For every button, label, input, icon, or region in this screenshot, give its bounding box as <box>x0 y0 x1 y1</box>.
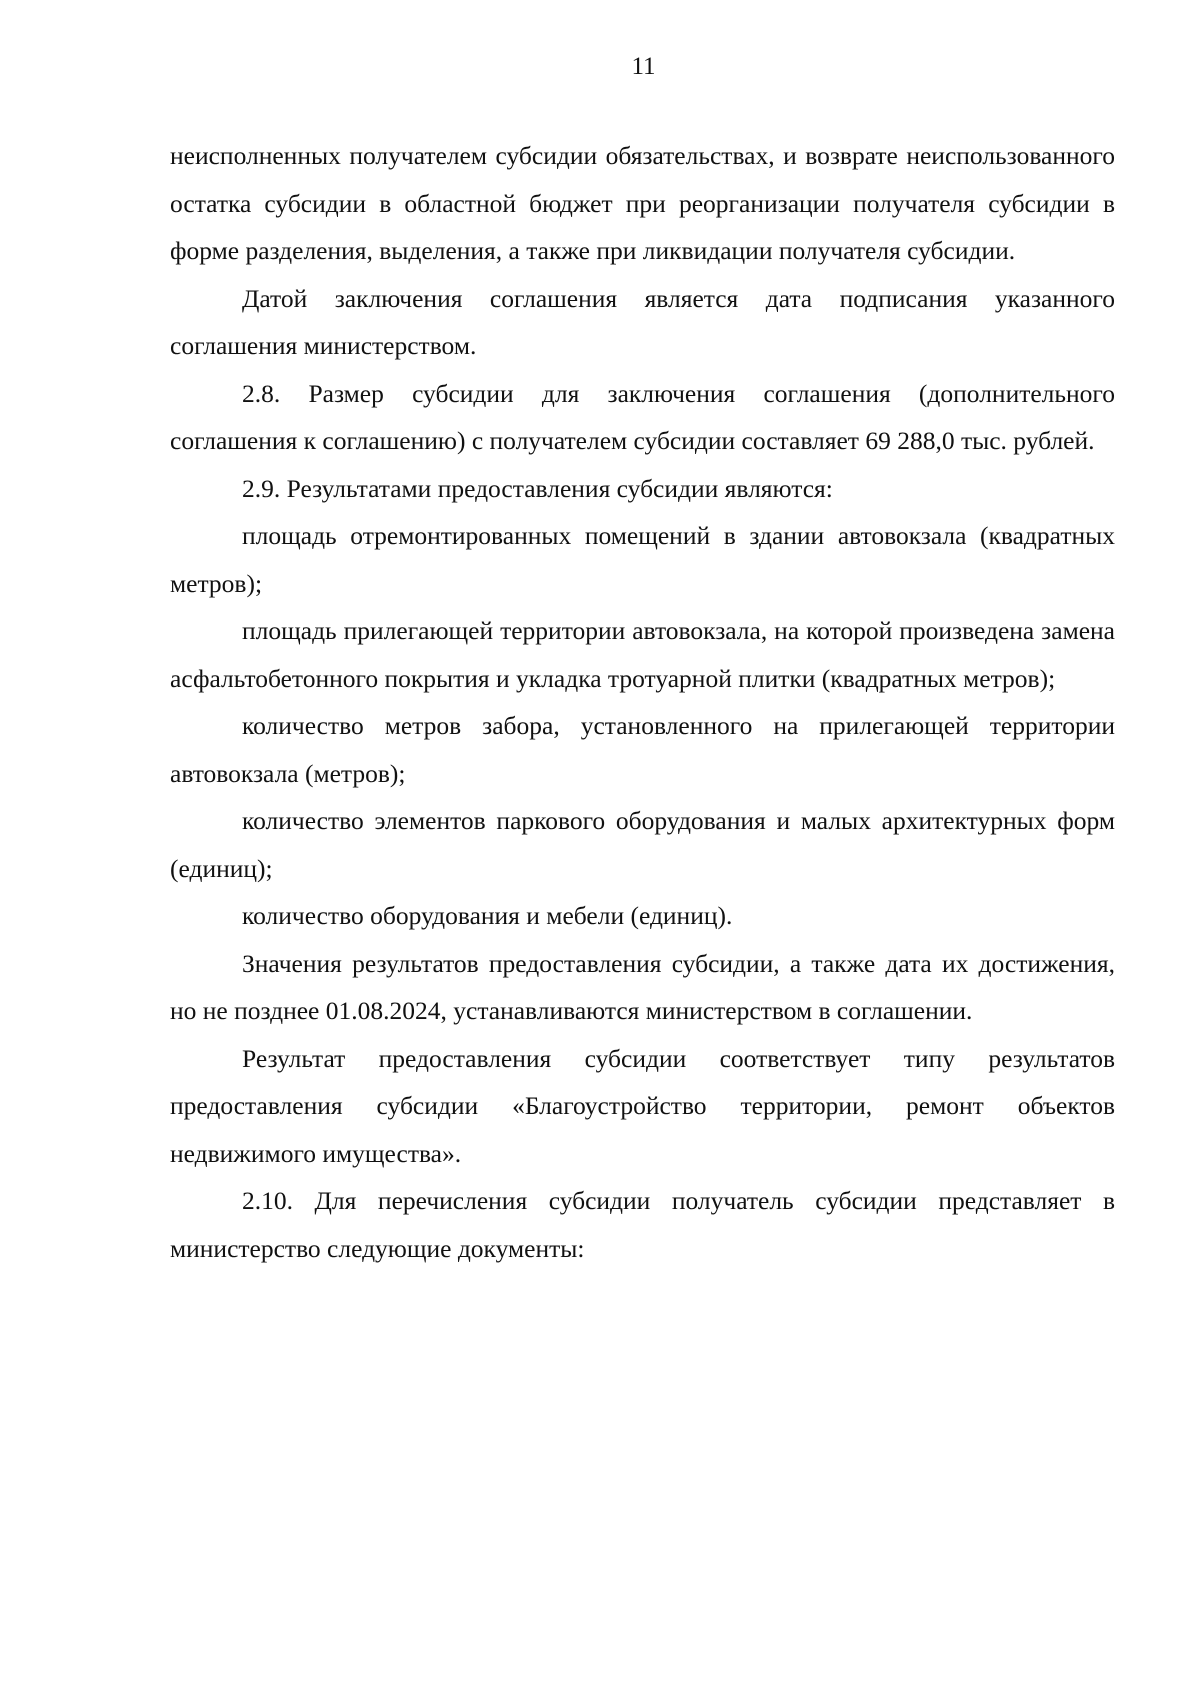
paragraph-result-repaired-area: площадь отремонтированных помещений в здании автовокзала (квадратных метров); <box>170 521 1115 598</box>
paragraph-2-9-results-heading: 2.9. Результатами предоставления субсидии являются: <box>242 473 833 503</box>
document-body <box>170 132 1115 1272</box>
paragraph-continuation: неисполненных получателем субсидии обязательствах, и возврате неиспользованного остатка субсидии в областной бюджет при реорганизации получателя субсидии в форме разделения, выделения, а также при ликвидации получателя субсидии. <box>170 141 1115 265</box>
paragraph-results-values: Значения результатов предоставления субсидии, а также дата их достижения, но не позднее 01.08.2024, устанавливаются министерством в соглашении. <box>170 948 1115 1025</box>
paragraph-result-fence-length: количество метров забора, установленного на прилегающей территории автовокзала (метров); <box>170 711 1115 788</box>
paragraph-agreement-date: Датой заключения соглашения является дата подписания указанного соглашения министерством. <box>170 283 1115 360</box>
paragraph-result-adjacent-territory: площадь прилегающей территории автовокзала, на которой произведена замена асфальтобетонного покрытия и укладка тротуарной плитки (квадратных метров); <box>170 616 1115 693</box>
paragraph-2-8-subsidy-amount: 2.8. Размер субсидии для заключения соглашения (дополнительного соглашения к соглашению) с получателем субсидии составляет 69 288,0 тыс. рублей. <box>170 378 1115 455</box>
page-number: 11 <box>631 53 656 80</box>
paragraph-result-equipment: количество оборудования и мебели (единиц). <box>242 901 733 930</box>
paragraph-result-park-elements: количество элементов паркового оборудования и малых архитектурных форм (единиц); <box>170 806 1115 883</box>
paragraph-2-10-documents: 2.10. Для перечисления субсидии получатель субсидии представляет в министерство следующие документы: <box>170 1186 1115 1263</box>
paragraph-result-type: Результат предоставления субсидии соответствует типу результатов предоставления субсидии «Благоустройство территории, ремонт объектов недвижимого имущества». <box>170 1043 1115 1168</box>
